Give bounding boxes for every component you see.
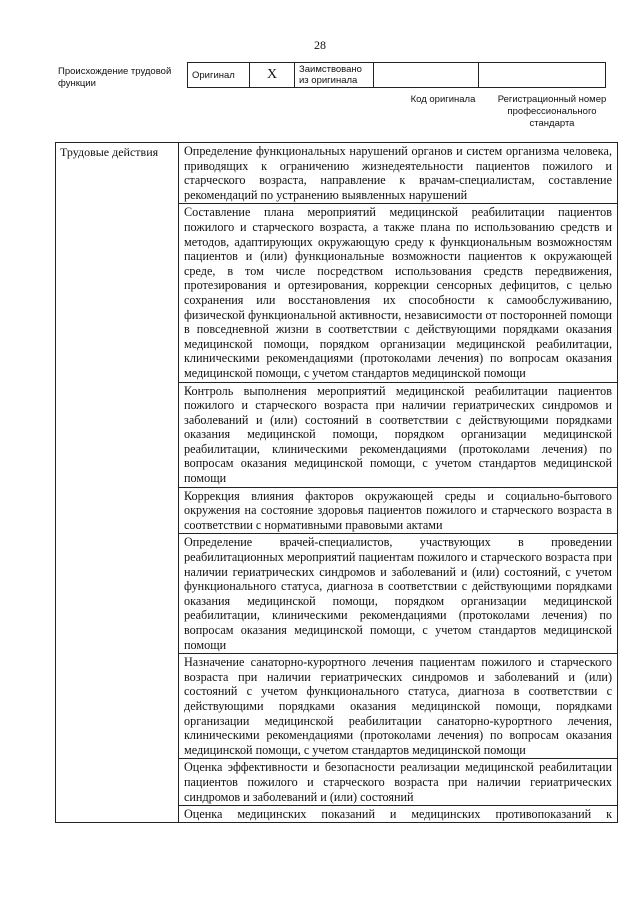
labor-action-item: Коррекция влияния факторов окружающей среды и социально-бытового окружения на состояние здоровья пациентов пожилого и старческого возраста в соответствии с нормативными правовыми актами [179, 488, 617, 535]
labor-actions-list [179, 143, 618, 823]
borrowed-label: Заимствовано из оригинала [295, 63, 374, 88]
labor-actions-heading: Трудовые действия [56, 143, 179, 823]
origin-label: Происхождение трудовой функции [58, 66, 172, 89]
labor-action-item: Определение врачей-специалистов, участвующих в проведении реабилитационных мероприятий пациентам пожилого и старческого возраста при наличии гериатрических синдромов и заболеваний и (или) состояний, с учетом функционального статуса, диагноза в соответствии с действующими порядками оказания медицинской помощи, порядком организации медицинской реабилитации, клиническими рекомендациями (протоколами лечения) по вопросам оказания медицинской помощи, с учетом стандартов медицинской помощи [179, 534, 617, 654]
labor-action-item: Оценка медицинских показаний и медицинских противопоказаний к [184, 807, 612, 822]
original-label: Оригинал [188, 63, 250, 88]
original-code-cell [374, 63, 479, 88]
origin-table [187, 62, 606, 88]
original-mark: X [250, 63, 295, 88]
labor-action-item: Определение функциональных нарушений органов и систем организма человека, приводящих к ограничению жизнедеятельности пациентов пожилого и старческого возраста, направление к врачам-специалистам, составление рекомендаций по устранению выявленных нарушений [179, 143, 617, 204]
labor-action-item: Контроль выполнения мероприятий медицинской реабилитации пациентов пожилого и старческого возраста при наличии гериатрических синдромов и заболеваний и (или) состояний в соответствии с действующими порядками оказания медицинской помощи, порядком организации медицинской реабилитации, клиническими рекомендациями (протоколами лечения) по вопросам оказания медицинской помощи, с учетом стандартов медицинской помощи [179, 383, 617, 488]
labor-action-item: Оценка эффективности и безопасности реализации медицинской реабилитации пациентов пожилого и старческого возраста при наличии гериатрических синдромов и заболеваний и (или) состояний [179, 759, 617, 806]
labor-action-item: Назначение санаторно-курортного лечения пациентам пожилого и старческого возраста при наличии гериатрических синдромов и заболеваний и (или) состояний с учетом функционального статуса, диагноза в соответствии с действующими порядками оказания медицинской помощи, порядками организации медицинской реабилитации санаторно-курортного лечения, клиническими рекомендациями (протоколами лечения) по вопросам оказания медицинской помощи, с учетом стандартов медицинской помощи [179, 654, 617, 759]
page-number: 28 [314, 38, 326, 52]
registration-number-cell [479, 63, 606, 88]
labor-action-item: Составление плана мероприятий медицинской реабилитации пациентов пожилого и старческого возраста, а также плана по использованию средств и методов, адаптирующих окружающую среду к функциональным возможностям пациентов и (или) функциональные возможности пациентов к окружающей среде, в том числе посредством использования средств передвижения, протезирования и ортезирования, коррекции сенсорных дефицитов, с целью сохранения или восстановления их способности к самообслуживанию, физической функциональной активности, независимости от посторонней помощи в повседневной жизни в соответствии с действующими порядками оказания медицинской помощи, порядком организации медицинской реабилитации, клиническими рекомендациями (протоколами лечения) по вопросам оказания медицинской помощи, с учетом стандартов медицинской помощи [179, 204, 617, 382]
registration-caption: Регистрационный номер профессионального стандарта [497, 94, 607, 129]
labor-actions-table [55, 142, 618, 823]
code-caption: Код оригинала [410, 94, 476, 105]
